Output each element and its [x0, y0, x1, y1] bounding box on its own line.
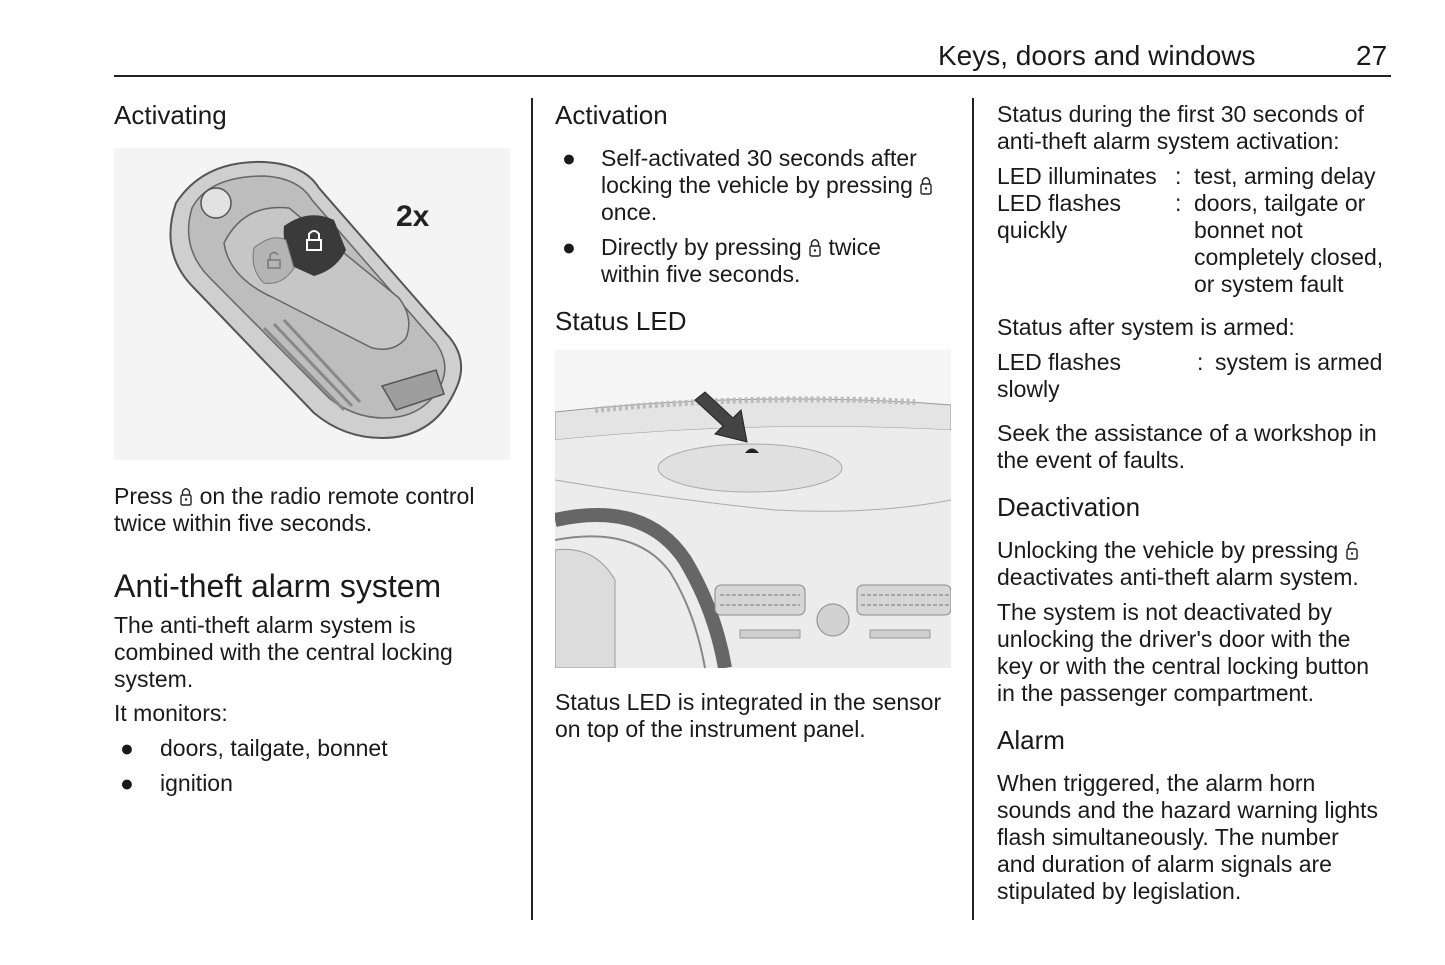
caption-line-2: on top of the instrument panel. — [555, 716, 866, 742]
activation-item-2-line1: Directly by pressing twice — [601, 234, 881, 260]
caption-line-1: Status LED is integrated in the sensor — [555, 689, 942, 715]
status-value: test, arming delay — [1194, 163, 1376, 189]
bullet-dot: ● — [562, 145, 576, 171]
press-count-label: 2x — [396, 200, 430, 233]
not-deactivated-line-3: key or with the central locking button — [997, 653, 1370, 679]
activation-item-1-line2: locking the vehicle by pressing — [601, 172, 933, 199]
header-rule — [114, 75, 1391, 77]
alarm-line-3: flash simultaneously. The number — [997, 824, 1339, 850]
status-intro-line-1: Status during the first 30 seconds of — [997, 101, 1364, 127]
alarm-line-5: stipulated by legislation. — [997, 878, 1242, 904]
bullet-dot: ● — [120, 770, 134, 796]
bullet-dot: ● — [120, 735, 134, 761]
page-number: 27 — [1356, 40, 1388, 71]
status-value: or system fault — [1194, 271, 1344, 297]
status-intro-line-2: anti-theft alarm system activation: — [997, 128, 1340, 154]
lock-icon — [809, 237, 821, 257]
not-deactivated-line-2: unlocking the driver's door with the — [997, 626, 1351, 652]
activation-item-1-line1: Self-activated 30 seconds after — [601, 145, 917, 171]
dashboard-illustration — [555, 350, 951, 668]
status-label: quickly — [997, 217, 1068, 243]
heading-activation: Activation — [555, 100, 668, 130]
bullet-dot: ● — [562, 234, 576, 260]
not-deactivated-line-4: in the passenger compartment. — [997, 680, 1315, 706]
alarm-line-2: sounds and the hazard warning lights — [997, 797, 1379, 823]
status-separator: : — [1197, 349, 1204, 375]
status-separator: : — [1175, 163, 1182, 189]
monitor-item: doors, tailgate, bonnet — [160, 735, 388, 761]
intro-line-1: The anti-theft alarm system is — [114, 612, 416, 638]
status-value: bonnet not — [1194, 217, 1303, 243]
alarm-line-1: When triggered, the alarm horn — [997, 770, 1316, 796]
press-instruction: Press on the radio remote control — [114, 483, 475, 509]
heading-status-led: Status LED — [555, 306, 687, 336]
deactivation-line-1: Unlocking the vehicle by pressing — [997, 537, 1359, 564]
workshop-line-1: Seek the assistance of a workshop in — [997, 420, 1377, 446]
status-separator: : — [1175, 190, 1182, 216]
not-deactivated-line-1: The system is not deactivated by — [997, 599, 1332, 625]
alarm-line-4: and duration of alarm signals are — [997, 851, 1332, 877]
key-fob-illustration — [114, 148, 510, 460]
heading-alarm: Alarm — [997, 725, 1065, 755]
heading-deactivation: Deactivation — [997, 492, 1141, 522]
column-divider-1 — [531, 98, 533, 920]
status-label: LED flashes — [997, 349, 1122, 375]
activation-item-2-line2: within five seconds. — [601, 261, 801, 287]
heading-activating: Activating — [114, 100, 227, 130]
armed-intro: Status after system is armed: — [997, 314, 1295, 340]
monitors-label: It monitors: — [114, 700, 228, 726]
monitor-item: ignition — [160, 770, 233, 796]
intro-line-3: system. — [114, 666, 194, 692]
dashboard-figure — [555, 350, 951, 668]
press-instruction-line2: twice within five seconds. — [114, 510, 373, 536]
status-value: doors, tailgate or — [1194, 190, 1366, 216]
lock-icon — [180, 486, 192, 506]
status-value: completely closed, — [1194, 244, 1384, 270]
unlock-icon — [1346, 540, 1358, 560]
activation-item-1-line3: once. — [601, 199, 658, 225]
status-value: system is armed — [1215, 349, 1383, 375]
status-label: slowly — [997, 376, 1060, 402]
running-header-title: Keys, doors and windows — [938, 40, 1256, 71]
status-label: LED flashes — [997, 190, 1122, 216]
lock-icon — [920, 175, 932, 195]
key-fob-figure — [114, 148, 510, 460]
intro-line-2: combined with the central locking — [114, 639, 453, 665]
deactivation-line-2: deactivates anti-theft alarm system. — [997, 564, 1359, 590]
column-divider-2 — [972, 98, 974, 920]
status-label: LED illuminates — [997, 163, 1157, 189]
workshop-line-2: the event of faults. — [997, 447, 1185, 473]
heading-anti-theft-alarm-system: Anti-theft alarm system — [114, 568, 442, 604]
